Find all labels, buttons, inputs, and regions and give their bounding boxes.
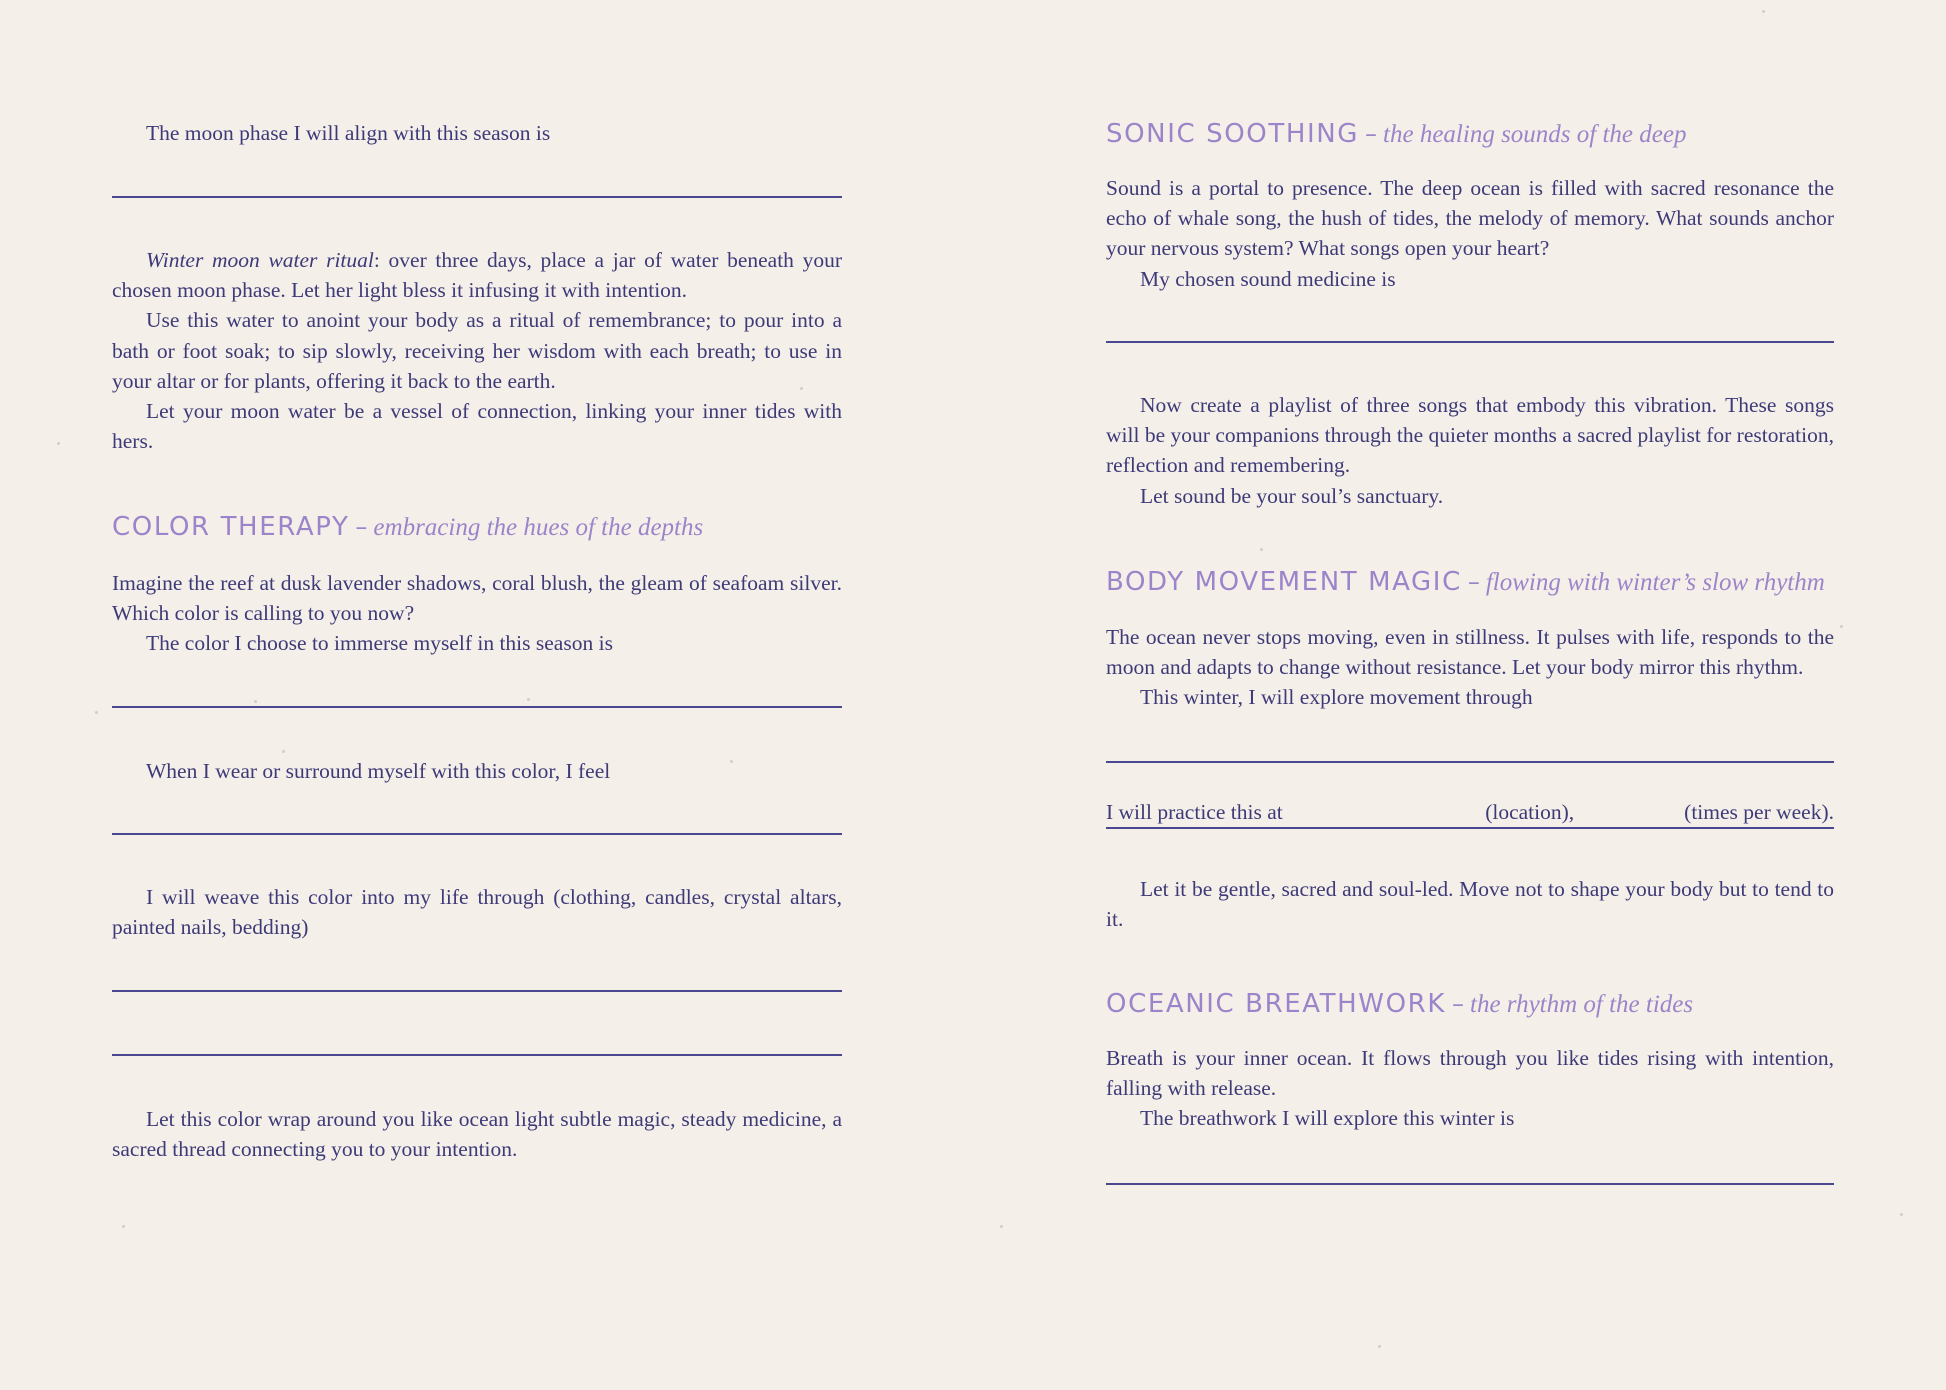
ritual-use-paragraph: Use this water to anoint your body as a ritual of remembrance; to pour into a bath or foot soak; to sip slowly, receiving her wisdom with each breath; to use in your altar or for plants, offering it back to the earth.	[112, 308, 842, 393]
color-therapy-heading: COLOR THERAPY – embracing the hues of the depths	[112, 512, 704, 542]
body-movement-subtitle: flowing with winter’s slow rhythm	[1485, 569, 1825, 596]
moon-phase-prompt: The moon phase I will align with this season is	[146, 121, 551, 145]
times-per-week-label: (times per week).	[1684, 800, 1834, 824]
location-label: (location),	[1485, 800, 1575, 824]
color-weave-answer-line-1[interactable]	[112, 990, 842, 992]
color-weave-prompt: I will weave this color into my life through (clothing, candles, crystal altars, painted nails, bedding)	[112, 885, 842, 940]
sonic-soothing-heading: SONIC SOOTHING – the healing sounds of the deep	[1106, 119, 1687, 149]
breath-intro-block	[1106, 1043, 1834, 1134]
breathwork-prompt: The breathwork I will explore this winter is	[1140, 1106, 1515, 1131]
color-feel-prompt: When I wear or surround myself with this color, I feel	[146, 759, 611, 783]
body-intro-block	[1106, 622, 1834, 713]
movement-answer-line[interactable]	[1106, 761, 1834, 763]
gentle-text: Let it be gentle, sacred and soul-led. Move not to shape your body but to tend to it.	[1106, 877, 1834, 932]
ritual-text: : over three days, place a jar of water beneath your chosen moon phase. Let her light bless it infusing it with intention.	[112, 248, 843, 303]
movement-prompt: This winter, I will explore movement through	[1140, 685, 1533, 710]
oceanic-breathwork-title: OCEANIC BREATHWORK	[1106, 989, 1446, 1019]
sonic-soothing-subtitle: the healing sounds of the deep	[1383, 121, 1687, 148]
sound-medicine-prompt: My chosen sound medicine is	[1140, 266, 1396, 291]
moon-water-ritual	[112, 245, 842, 456]
body-movement-title: BODY MOVEMENT MAGIC	[1106, 567, 1462, 597]
practice-label: I will practice this at	[1106, 800, 1283, 824]
color-therapy-title: COLOR THERAPY	[112, 512, 350, 542]
sonic-intro: Sound is a portal to presence. The deep ocean is filled with sacred resonance the echo of whale song, the hush of tides, the melody of memory. What sounds anchor your nervous system? What songs open your heart?	[1106, 176, 1834, 261]
color-therapy-subtitle: embracing the hues of the depths	[373, 514, 704, 541]
color-intro-block	[112, 568, 842, 659]
color-feel-answer-line[interactable]	[112, 833, 842, 835]
moon-phase-answer-line[interactable]	[112, 196, 842, 198]
breath-intro: Breath is your inner ocean. It flows through you like tides rising with intention, falling with release.	[1106, 1046, 1834, 1101]
body-movement-heading: BODY MOVEMENT MAGIC – flowing with winter’s slow rhythm	[1106, 567, 1825, 597]
ritual-paragraph	[112, 245, 842, 305]
color-weave-answer-line-2[interactable]	[112, 1054, 842, 1056]
oceanic-breathwork-subtitle: the rhythm of the tides	[1470, 991, 1694, 1018]
color-closing: Let this color wrap around you like ocean light subtle magic, steady medicine, a sacred thread connecting you to your intention.	[112, 1107, 842, 1162]
sonic-soothing-title: SONIC SOOTHING	[1106, 119, 1360, 149]
body-intro: The ocean never stops moving, even in stillness. It pulses with life, responds to the moon and adapts to change without resistance. Let your body mirror this rhythm.	[1106, 625, 1834, 680]
breathwork-answer-line[interactable]	[1106, 1183, 1834, 1185]
color-choice-prompt: The color I choose to immerse myself in this season is	[146, 631, 613, 656]
color-intro: Imagine the reef at dusk lavender shadows, coral blush, the gleam of seafoam silver. Which color is calling to you now?	[112, 571, 842, 626]
ritual-title: Winter moon water ritual	[146, 248, 374, 272]
practice-line[interactable]	[1106, 797, 1834, 829]
oceanic-breathwork-heading: OCEANIC BREATHWORK – the rhythm of the tides	[1106, 989, 1694, 1019]
sonic-intro-block	[1106, 173, 1834, 294]
ritual-connection-paragraph: Let your moon water be a vessel of connection, linking your inner tides with hers.	[112, 399, 842, 454]
sanctuary-text: Let sound be your soul’s sanctuary.	[1140, 483, 1444, 508]
sound-medicine-answer-line[interactable]	[1106, 341, 1834, 343]
playlist-text: Now create a playlist of three songs that embody this vibration. These songs will be your companions through the quieter months a sacred playlist for restoration, reflection and remembering.	[1106, 393, 1834, 478]
playlist-block	[1106, 390, 1834, 511]
color-choice-answer-line[interactable]	[112, 706, 842, 708]
